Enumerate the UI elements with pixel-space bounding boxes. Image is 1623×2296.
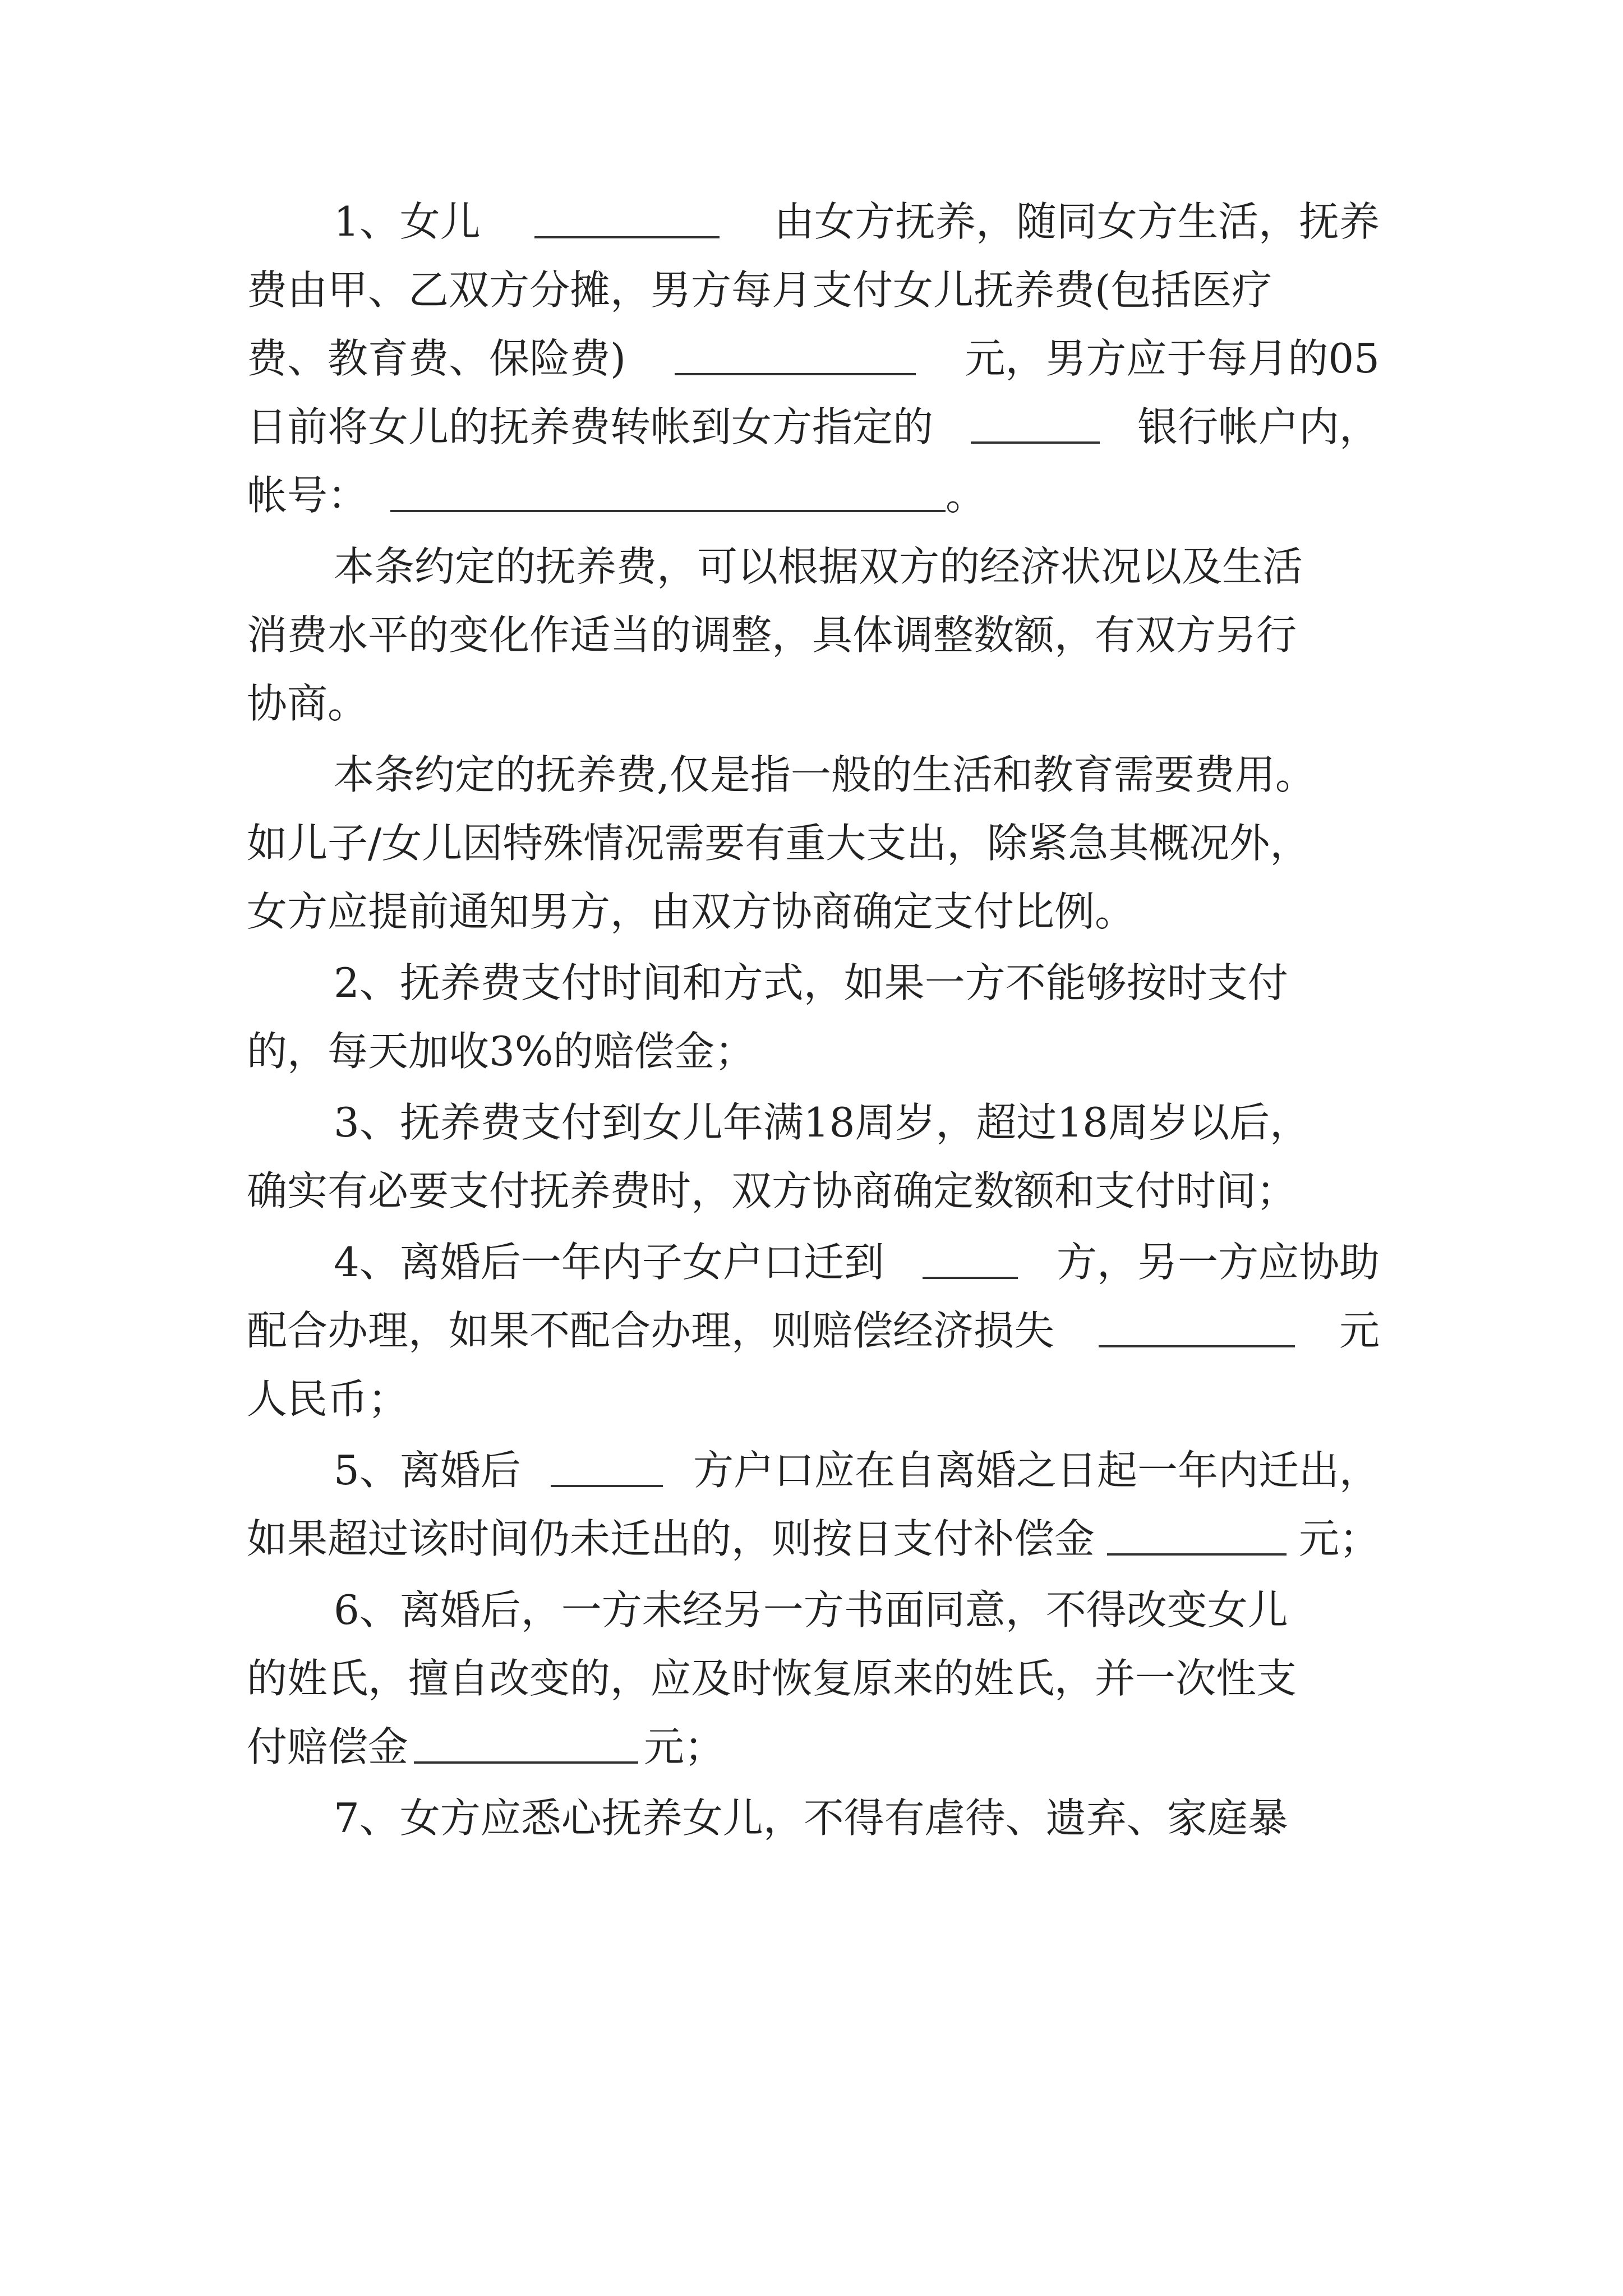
text-line [247, 1023, 755, 1079]
text-segment: 消费水平的变化作适当的调整，具体调整数额，有双方另行 [247, 611, 1297, 659]
text-line [247, 1234, 1380, 1290]
account-number-blank [390, 507, 946, 512]
text-segment: 。 [946, 472, 986, 519]
text-line [247, 955, 1380, 1011]
text-segment: 1、女儿 [334, 198, 481, 245]
text-segment: 费、教育费、保险费) [247, 335, 626, 382]
text-segment: 元 [1339, 1307, 1380, 1354]
text-segment: 银行帐户内， [1137, 403, 1380, 450]
text-segment: 方，另一方应协助 [1056, 1239, 1380, 1286]
text-segment: 6、离婚后，一方未经另一方书面同意，不得改变女儿 [334, 1586, 1288, 1634]
text-segment: 由女方抚养，随同女方生活，抚养 [773, 198, 1380, 245]
text-segment: 元； [644, 1723, 725, 1770]
text-line [247, 1094, 1380, 1151]
text-segment: 3、抚养费支付到女儿年满18周岁，超过18周岁以后， [334, 1099, 1311, 1146]
text-segment: 的姓氏，擅自改变的，应及时恢复原来的姓氏，并一次性支 [247, 1655, 1297, 1702]
text-line [247, 467, 986, 523]
text-segment: 如果超过该时间仍未迁出的，则按日支付补偿金 [247, 1515, 1095, 1562]
text-segment: 元； [1298, 1515, 1380, 1562]
text-line [247, 1371, 408, 1427]
text-segment: 本条约定的抚养费，可以根据双方的经济状况以及生活 [334, 543, 1303, 590]
text-line [247, 1442, 1380, 1498]
text-segment: 本条约定的抚养费,仅是指一般的生活和教育需要费用。 [334, 751, 1316, 798]
text-segment: 5、离婚后 [334, 1447, 521, 1494]
fill-in-blank [534, 233, 720, 238]
text-segment: 7、女方应悉心抚养女儿，不得有虐待、遗弃、家庭暴 [334, 1795, 1288, 1842]
text-segment: 帐号： [247, 472, 368, 519]
text-line [247, 1163, 1380, 1219]
fill-in-blank [1107, 1550, 1287, 1556]
text-segment: 元，男方应于每月的05 [965, 335, 1380, 382]
text-line [247, 1511, 1380, 1567]
text-line [247, 194, 1380, 250]
text-segment: 4、离婚后一年内子女户口迁到 [334, 1239, 884, 1286]
text-segment: 2、抚养费支付时间和方式，如果一方不能够按时支付 [334, 959, 1288, 1006]
fill-in-blank [675, 370, 916, 375]
text-line [247, 607, 1380, 663]
text-line [247, 815, 1380, 871]
text-line [247, 675, 368, 731]
fill-in-blank [1099, 1342, 1295, 1347]
text-segment: 方户口应在自离婚之日起一年内迁出， [693, 1447, 1380, 1494]
text-segment: 的，每天加收3%的赔偿金； [247, 1028, 755, 1075]
text-line [247, 1790, 1380, 1846]
text-segment: 费由甲、乙双方分摊，男方每月支付女儿抚养费(包括医疗 [247, 266, 1272, 314]
text-segment: 付赔偿金 [247, 1723, 409, 1770]
fill-in-blank [923, 1273, 1018, 1279]
fill-in-blank [551, 1481, 663, 1487]
text-line [247, 399, 1380, 455]
text-line [247, 539, 1380, 595]
text-line [247, 330, 1380, 386]
fill-in-blank [414, 1758, 638, 1764]
text-line [247, 1303, 1380, 1359]
text-segment: 日前将女儿的抚养费转帐到女方指定的 [247, 403, 934, 450]
text-segment: 确实有必要支付抚养费时，双方协商确定数额和支付时间； [247, 1167, 1297, 1214]
text-line [247, 1650, 1380, 1706]
text-segment: 人民币； [247, 1375, 409, 1423]
fill-in-blank [971, 438, 1100, 444]
text-segment: 配合办理，如果不配合办理，则赔偿经济损失 [247, 1307, 1055, 1354]
text-segment: 如儿子/女儿因特殊情况需要有重大支出，除紧急其概况外， [247, 820, 1311, 867]
text-line [247, 747, 1380, 803]
text-segment: 女方应提前通知男方，由双方协商确定支付比例。 [247, 888, 1136, 935]
text-line [247, 884, 1135, 940]
text-line [247, 1719, 725, 1775]
text-segment: 协商。 [247, 680, 368, 727]
text-line [247, 1582, 1380, 1638]
text-line [247, 262, 1380, 318]
